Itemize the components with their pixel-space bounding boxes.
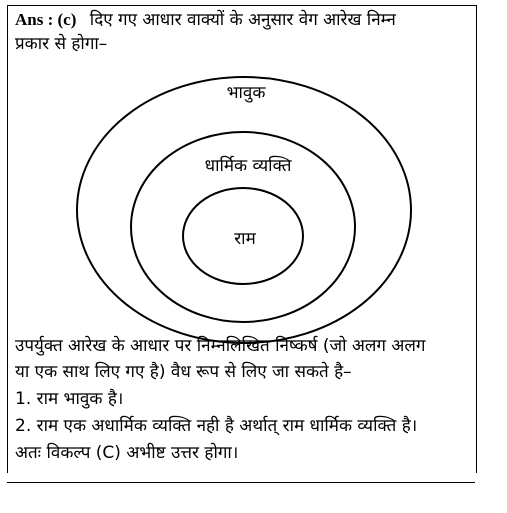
answer-intro-text: दिए गए आधार वाक्यों के अनुसार वेग आरेख निम्न bbox=[89, 10, 396, 30]
inner-circle-label: राम bbox=[234, 229, 256, 249]
conclusion-point-1: 1. राम भावुक है। bbox=[15, 389, 124, 409]
outer-circle-bhavuk bbox=[77, 77, 411, 343]
final-answer: अतः विकल्प (C) अभीष्ट उत्तर होगा। bbox=[15, 443, 239, 463]
middle-circle-label: धार्मिक व्यक्ति bbox=[204, 156, 292, 176]
conclusion-point-2: 2. राम एक अधार्मिक व्यक्ति नही है अर्थात् राम धार्मिक व्यक्ति है। bbox=[15, 416, 418, 436]
answer-label: Ans : (c) bbox=[15, 10, 77, 29]
conclusion-line-2: या एक साथ लिए गए है) वैध रूप से लिए जा सकते है– bbox=[15, 362, 352, 382]
answer-intro-line-2: प्रकार से होगा– bbox=[15, 34, 108, 54]
conclusion-line-1: उपर्युक्त आरेख के आधार पर निम्नलिखित निष्कर्ष (जो अलग अलग bbox=[15, 336, 426, 356]
outer-circle-label: भावुक bbox=[226, 83, 266, 103]
